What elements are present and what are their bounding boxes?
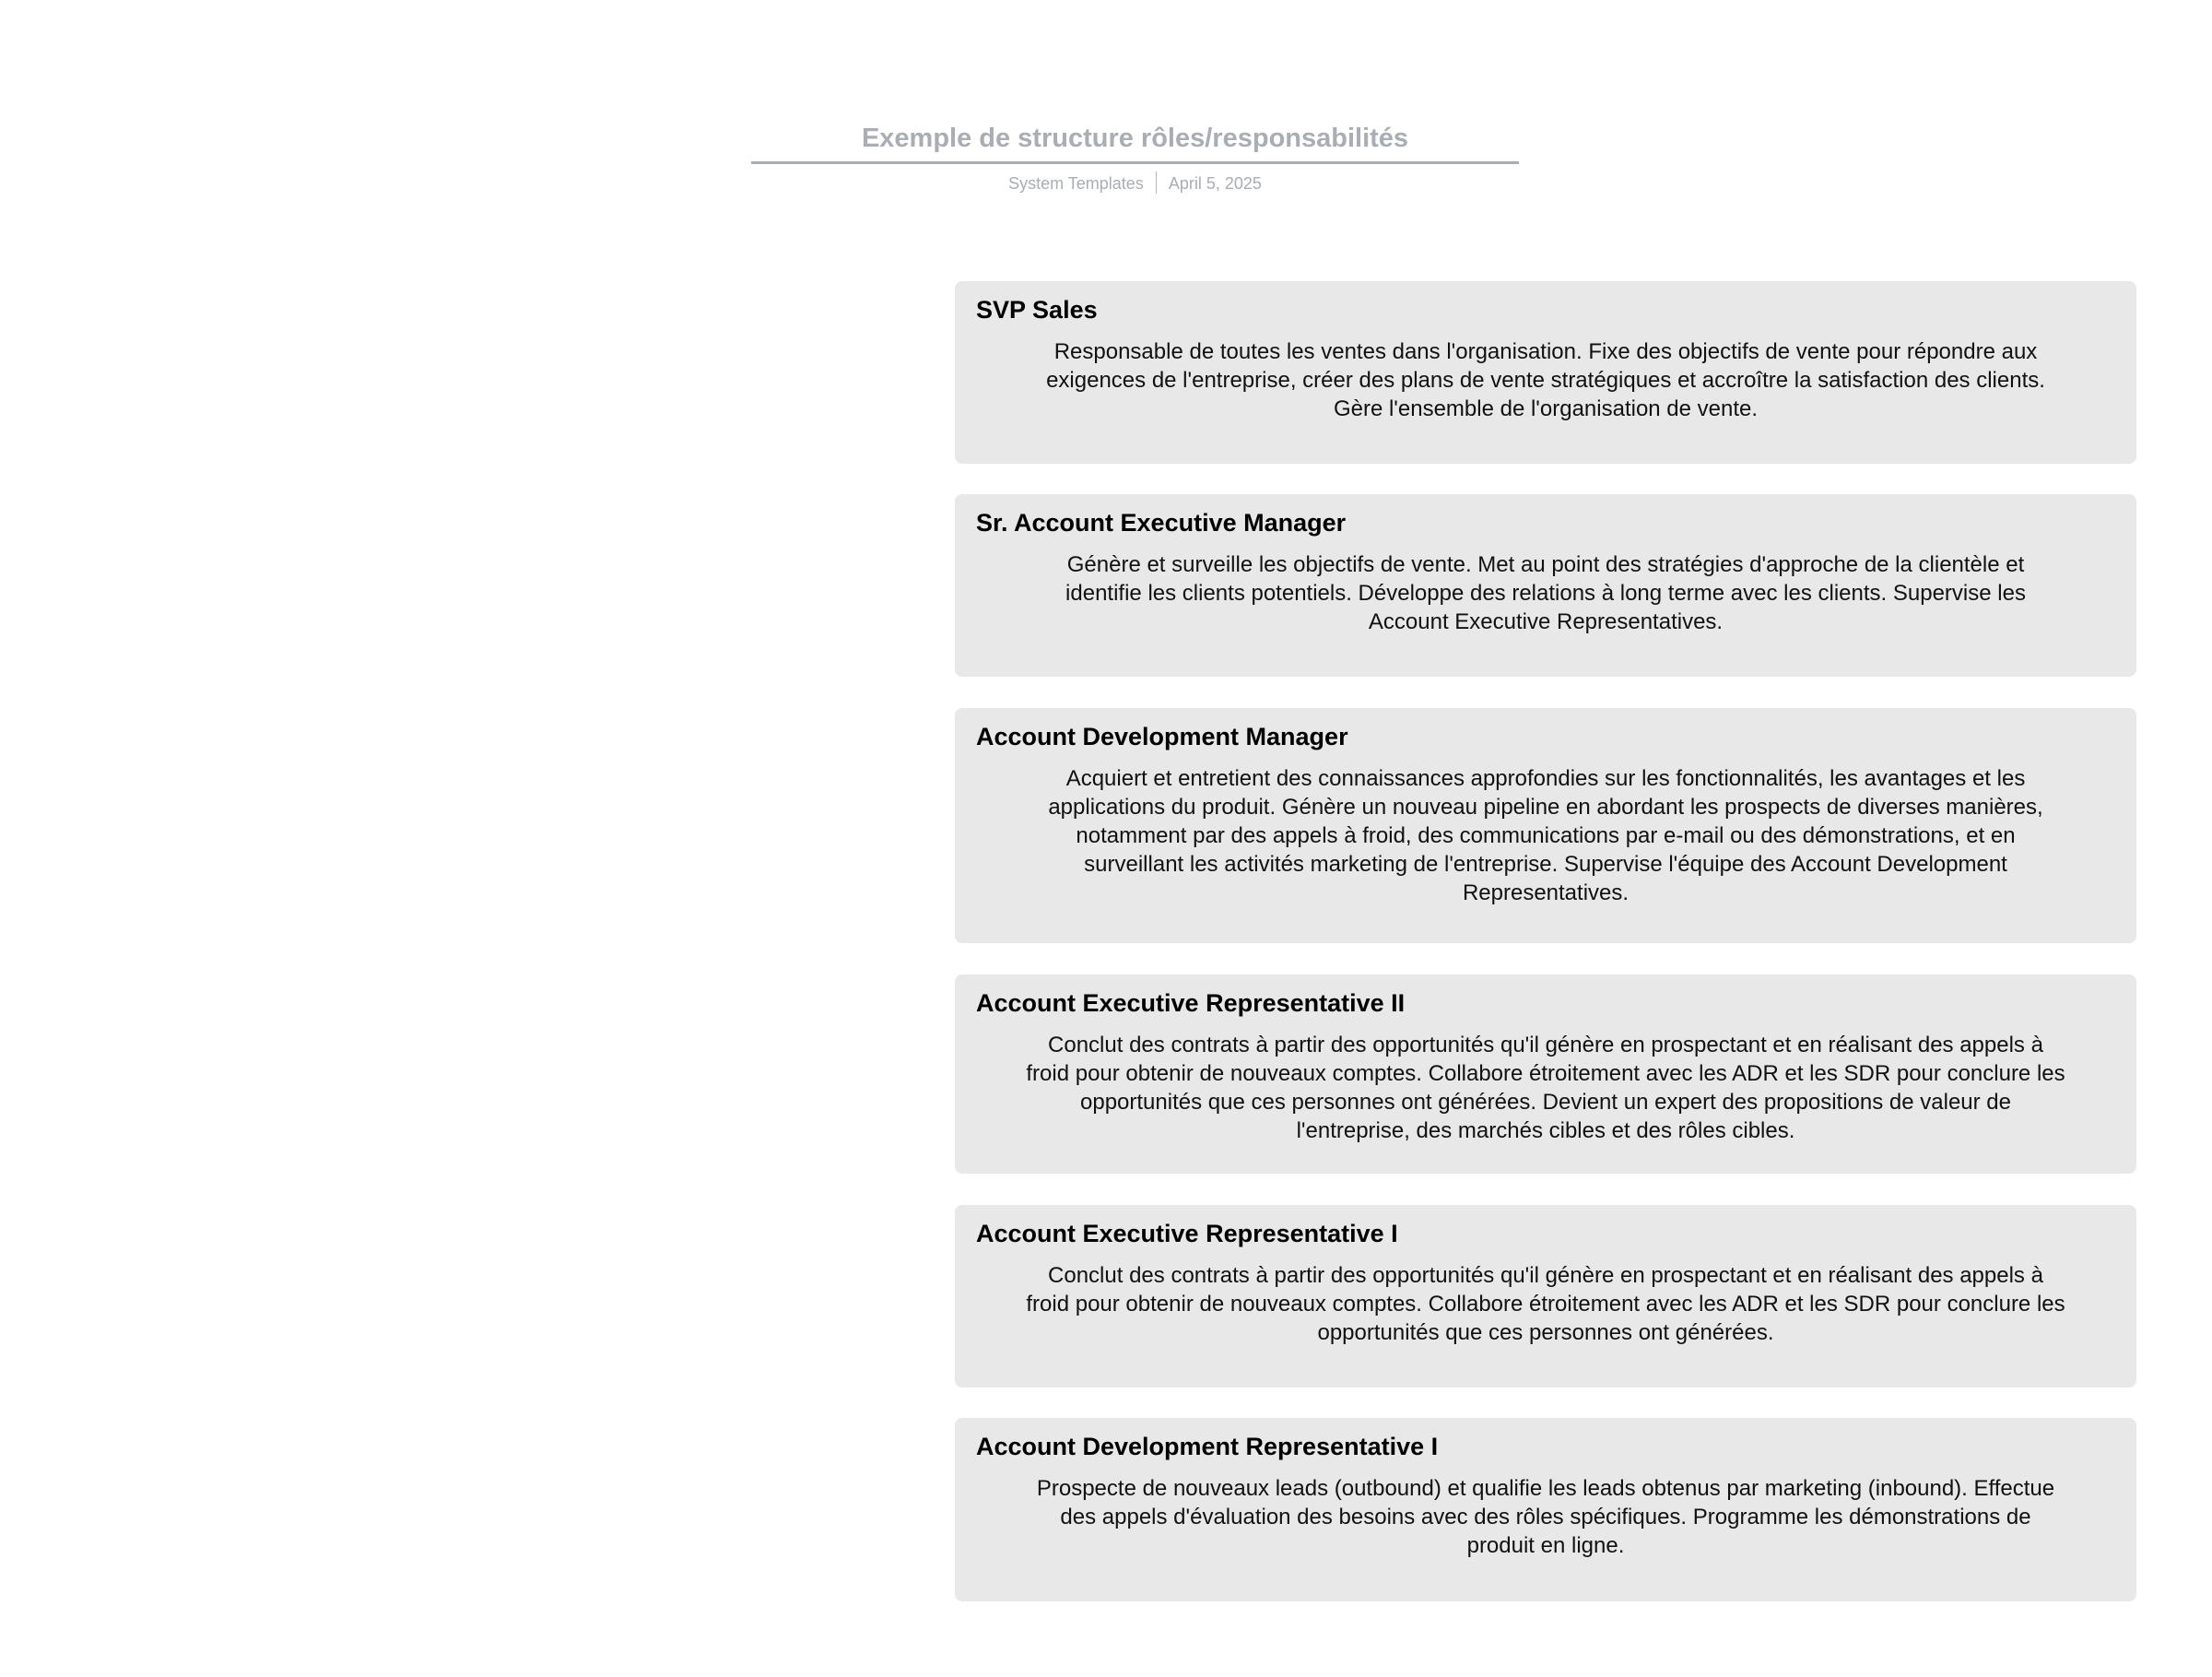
description-line: notamment par des appels à froid, des communications par e-mail ou des démonstrations, et en <box>1076 823 2016 848</box>
description-line: Representatives. <box>1462 880 1630 905</box>
description-line: surveillant les activités marketing de l'entreprise. Supervise l'équipe des Account Development <box>1084 852 2007 877</box>
role-title: Account Executive Representative II <box>976 989 1406 1017</box>
role-card <box>955 1205 2136 1388</box>
description-line: froid pour obtenir de nouveaux comptes. Collabore étroitement avec les ADR et les SDR pour conclure les <box>1026 1061 2065 1086</box>
role-title: SVP Sales <box>976 296 1098 324</box>
role-description <box>964 337 2127 423</box>
role-description <box>964 764 2127 907</box>
role-card <box>955 974 2136 1174</box>
role-card <box>955 1418 2136 1601</box>
role-description <box>964 1474 2127 1560</box>
description-line: Responsable de toutes les ventes dans l'organisation. Fixe des objectifs de vente pour répondre aux <box>1053 339 2038 364</box>
description-line: Conclut des contrats à partir des opportunités qu'il génère en prospectant et en réalisant des appels à <box>1048 1263 2043 1288</box>
meta-divider <box>1156 171 1157 194</box>
document-source: System Templates <box>1008 174 1144 193</box>
description-line: Prospecte de nouveaux leads (outbound) et qualifie les leads obtenus par marketing (inbound). Effectue <box>1036 1476 2055 1501</box>
role-description <box>964 550 2127 636</box>
role-description <box>964 1261 2127 1347</box>
description-line: Acquiert et entretient des connaissances approfondies sur les fonctionnalités, les avantages et les <box>1065 766 2026 791</box>
role-title: Account Executive Representative I <box>976 1220 1398 1247</box>
description-line: applications du produit. Génère un nouveau pipeline en abordant les prospects de diverses manières, <box>1048 795 2043 820</box>
role-card <box>955 494 2136 677</box>
description-line: des appels d'évaluation des besoins avec des rôles spécifiques. Programme les démonstrations de <box>1060 1505 2031 1529</box>
role-title: Sr. Account Executive Manager <box>976 509 1347 537</box>
description-line: Conclut des contrats à partir des opportunités qu'il génère en prospectant et en réalisant des appels à <box>1048 1033 2043 1057</box>
description-line: Génère et surveille les objectifs de vente. Met au point des stratégies d'approche de la clientèle et <box>1066 552 2025 577</box>
description-line: produit en ligne. <box>1466 1533 1625 1558</box>
description-line: opportunités que ces personnes ont générées. <box>1317 1320 1774 1345</box>
description-line: exigences de l'entreprise, créer des plans de vente stratégiques et accroître la satisfaction des clients. <box>1046 368 2045 393</box>
document-title: Exemple de structure rôles/responsabilités <box>861 124 1409 153</box>
role-card <box>955 281 2136 464</box>
document-meta <box>751 171 1519 195</box>
description-line: opportunités que ces personnes ont générées. Devient un expert des propositions de valeur de <box>1080 1090 2011 1115</box>
description-line: identifie les clients potentiels. Développe des relations à long terme avec les clients. Supervise les <box>1065 581 2026 606</box>
role-title: Account Development Manager <box>976 723 1348 750</box>
role-description <box>964 1031 2127 1145</box>
document-header <box>751 120 1519 193</box>
description-line: l'entreprise, des marchés cibles et des rôles cibles. <box>1296 1118 1795 1143</box>
role-card <box>955 708 2136 943</box>
document-date: April 5, 2025 <box>1168 174 1262 193</box>
title-underline <box>751 161 1519 164</box>
role-title: Account Development Representative I <box>976 1433 1439 1460</box>
description-line: Account Executive Representatives. <box>1368 609 1724 634</box>
description-line: Gère l'ensemble de l'organisation de vente. <box>1333 396 1759 421</box>
description-line: froid pour obtenir de nouveaux comptes. Collabore étroitement avec les ADR et les SDR pour conclure les <box>1026 1292 2065 1317</box>
